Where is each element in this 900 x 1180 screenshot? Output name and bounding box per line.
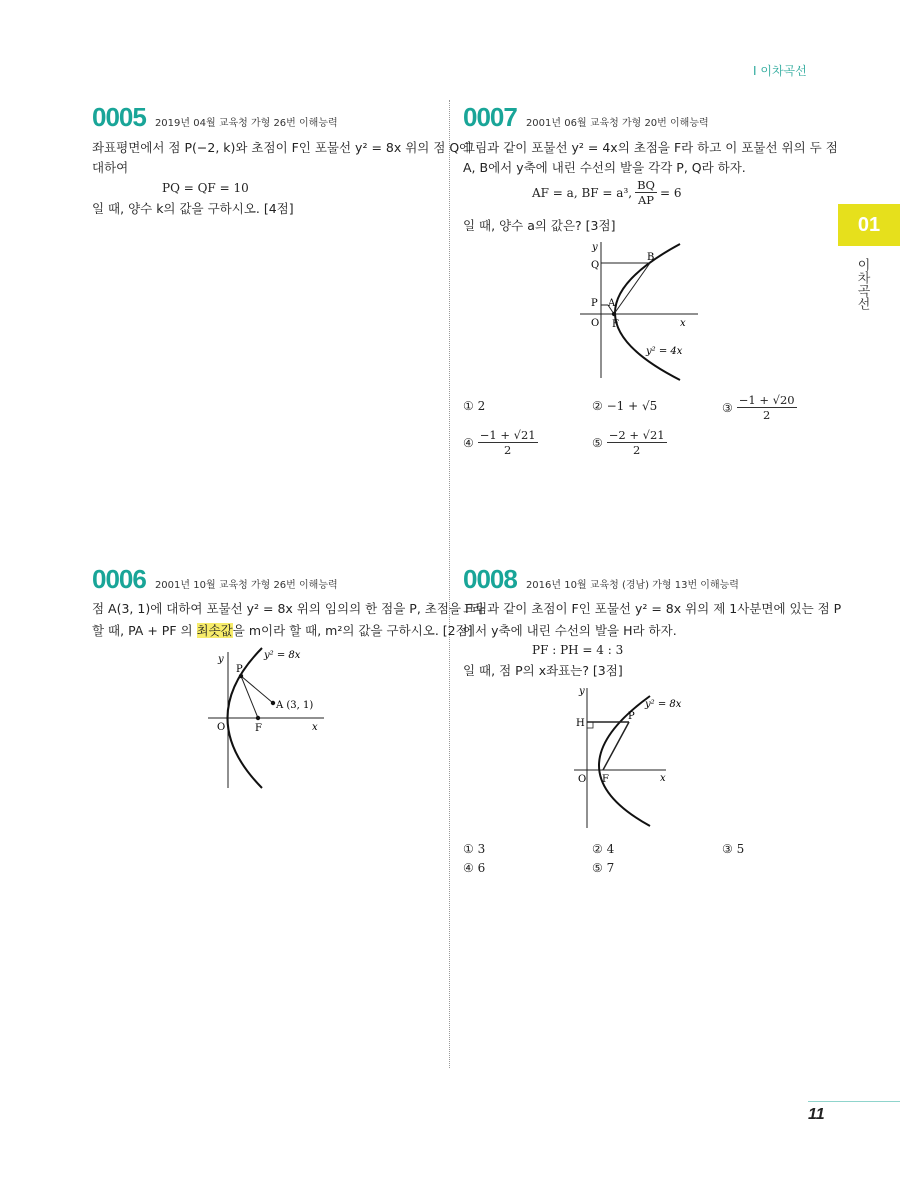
problem-number: 0007	[463, 102, 517, 132]
choice-fraction	[478, 428, 538, 457]
problem-meta: 2019년 04월 교육청 가형 26번 이해능력	[154, 118, 338, 129]
problem-0008-line-2: 에서 y축에 내린 수선의 발을 H라 하자.	[463, 623, 677, 638]
problem-number: 0006	[92, 564, 146, 594]
problem-0006	[92, 564, 338, 595]
choice-text: 5	[736, 842, 745, 856]
fraction-numerator: −1 + √20	[738, 393, 795, 407]
problem-0005	[92, 102, 338, 133]
problem-0005-condition: PQ = QF = 10	[162, 181, 249, 195]
focus-label: F	[602, 774, 609, 785]
curve-equation: y² = 4x	[646, 346, 683, 357]
choice-mark: ③	[722, 400, 733, 415]
choice-mark: ②	[592, 842, 603, 856]
chapter-header: Ⅰ 이차곡선	[753, 64, 807, 78]
line-text-b: 을 m이라 할 때, m²의 값을 구하시오. [2점]	[232, 623, 473, 638]
problem-0007-condition	[532, 178, 681, 207]
origin-label: O	[591, 318, 600, 329]
chapter-tab-number: 01	[838, 204, 900, 246]
problem-meta: 2001년 06월 교육청 가형 20번 이해능력	[525, 118, 709, 129]
fraction-numerator: −1 + √21	[479, 428, 536, 442]
choice-1[interactable]	[463, 399, 485, 413]
problem-number: 0005	[92, 102, 146, 132]
problem-0005-question: 일 때, 양수 k의 값을 구하시오. [4점]	[92, 201, 294, 216]
curve-equation: y² = 8x	[645, 699, 682, 710]
choice-text: 4	[606, 842, 615, 856]
problem-number: 0008	[463, 564, 517, 594]
problem-0008-graph	[570, 682, 690, 832]
choice-mark: ①	[463, 399, 474, 413]
choice-mark: ⑤	[592, 435, 603, 450]
point-q-label: Q	[591, 260, 600, 271]
point-b-label: B	[647, 252, 655, 263]
condition-fraction	[635, 178, 657, 207]
problem-meta: 2016년 10월 교육청 (경남) 가형 13번 이해능력	[525, 580, 739, 591]
problem-0006-graph	[200, 646, 330, 792]
condition-text-end: = 6	[659, 185, 682, 200]
x-axis-label: x	[680, 318, 686, 329]
point-p-label: P	[236, 664, 243, 675]
x-axis-label: x	[660, 773, 666, 784]
choice-5[interactable]	[592, 428, 667, 457]
problem-0005-line-2: 대하여	[92, 160, 129, 175]
problem-0006-line-1: 점 A(3, 1)에 대하여 포물선 y² = 8x 위의 임의의 한 점을 P, 초점을 F라	[92, 601, 485, 616]
footer-rule	[808, 1101, 900, 1102]
choice-mark: ④	[463, 435, 474, 450]
focus-label: F	[255, 723, 262, 734]
fraction-numerator: BQ	[637, 178, 655, 192]
problem-0008-line-1: 그림과 같이 초점이 F인 포물선 y² = 8x 위의 제 1사분면에 있는 점 P	[463, 601, 842, 616]
choice-3[interactable]	[722, 842, 744, 856]
choice-2[interactable]	[592, 842, 614, 856]
choice-4[interactable]	[463, 428, 538, 457]
choice-mark: ③	[722, 842, 733, 856]
fraction-denominator: 2	[504, 443, 512, 457]
choice-1[interactable]	[463, 842, 485, 856]
problem-meta: 2001년 10월 교육청 가형 26번 이해능력	[154, 580, 338, 591]
choice-mark: ⑤	[592, 861, 603, 875]
problem-0008-question: 일 때, 점 P의 x좌표는? [3점]	[463, 663, 623, 678]
origin-label: O	[578, 774, 587, 785]
choice-fraction	[737, 393, 797, 422]
origin-label: O	[217, 722, 226, 733]
choice-text: 6	[477, 861, 486, 875]
problem-0007	[463, 102, 709, 133]
point-a-label: A	[608, 298, 616, 309]
choice-4[interactable]	[463, 861, 485, 875]
page-number: 11	[808, 1106, 825, 1123]
y-axis-label: y	[579, 686, 585, 697]
fraction-denominator: AP	[638, 193, 655, 207]
point-a-label: A (3, 1)	[276, 700, 314, 711]
problem-0007-line-1: 그림과 같이 포물선 y² = 4x의 초점을 F라 하고 이 포물선 위의 두 점	[463, 140, 838, 155]
fraction-numerator: −2 + √21	[608, 428, 665, 442]
line-text-a: 할 때, PA + PF 의	[92, 623, 197, 638]
chapter-tab-title-text: 이차곡선	[854, 258, 870, 310]
curve-equation: y² = 8x	[264, 650, 301, 661]
problem-0007-graph	[574, 238, 704, 382]
choice-text: 3	[477, 842, 486, 856]
problem-0005-line-1: 좌표평면에서 점 P(−2, k)와 초점이 F인 포물선 y² = 8x 위의 점 Q에	[92, 140, 472, 155]
choice-text: 7	[606, 861, 615, 875]
choice-text: 2	[477, 399, 486, 413]
choice-text: −1 + √5	[606, 399, 658, 413]
chapter-tab-title	[852, 258, 872, 314]
problem-0007-question: 일 때, 양수 a의 값은? [3점]	[463, 218, 616, 233]
y-axis-label: y	[592, 242, 598, 253]
choice-mark: ①	[463, 842, 474, 856]
choice-fraction	[607, 428, 667, 457]
fraction-denominator: 2	[633, 443, 641, 457]
choice-mark: ④	[463, 861, 474, 875]
choice-3[interactable]	[722, 393, 797, 422]
point-h-label: H	[576, 718, 585, 729]
problem-0007-line-2: A, B에서 y축에 내린 수선의 발을 각각 P, Q라 하자.	[463, 160, 746, 175]
highlighted-word: 최솟값	[196, 623, 233, 638]
problem-0006-line-2	[92, 620, 473, 642]
column-divider	[449, 100, 450, 1068]
y-axis-label: y	[218, 654, 224, 665]
fraction-denominator: 2	[763, 408, 771, 422]
problem-0008	[463, 564, 739, 595]
point-p-label: P	[628, 711, 635, 722]
choice-mark: ②	[592, 399, 603, 413]
choice-2[interactable]	[592, 399, 657, 413]
point-p-label: P	[591, 298, 598, 309]
problem-0008-condition: PF : PH = 4 : 3	[532, 643, 624, 657]
focus-label: F	[612, 319, 619, 330]
choice-5[interactable]	[592, 861, 614, 875]
x-axis-label: x	[312, 722, 318, 733]
condition-text: AF = a, BF = a³,	[532, 185, 633, 200]
